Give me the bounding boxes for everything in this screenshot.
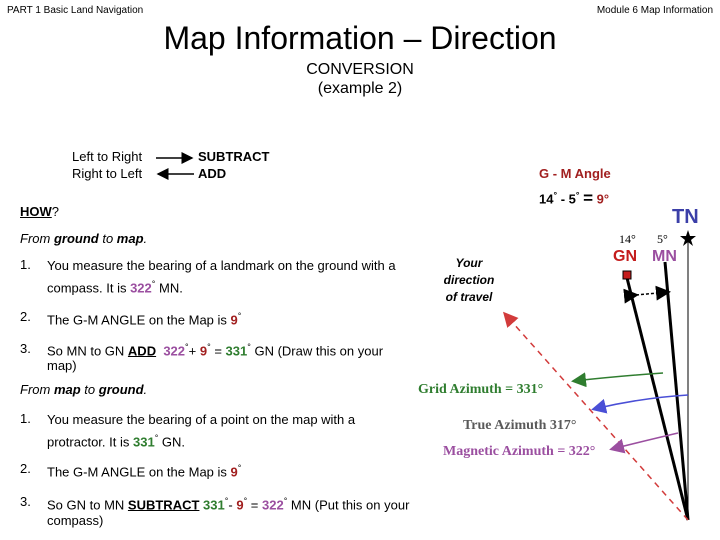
gm-value-a: 14 [539, 191, 554, 207]
angle-14-label: 14° [619, 232, 636, 246]
gm-angle-equation: 14° - 5° = 9° [539, 188, 610, 208]
gm-angle-arrow-icon [636, 292, 668, 295]
how-heading: HOW? [20, 204, 60, 219]
section2-heading: From map to ground. [20, 382, 148, 397]
header-left: PART 1 Basic Land Navigation [7, 5, 144, 16]
rule-subtract: SUBTRACT [198, 149, 270, 164]
s2-item1: You measure the bearing of a point on the map with a protractor. It is 331° GN. [47, 412, 356, 450]
s2-item2: The G-M ANGLE on the Map is 9° [47, 463, 242, 480]
gn-label: GN [613, 248, 637, 265]
s2-item2-num: 2. [20, 461, 31, 476]
s1-item1-num: 1. [20, 257, 31, 272]
header-right: Module 6 Map Information [596, 5, 713, 16]
s2-item3-num: 3. [20, 494, 31, 509]
magnetic-north-line [665, 262, 688, 520]
gm-angle-title: G - M Angle [539, 166, 611, 181]
gm-value-b: - 5 [560, 191, 576, 207]
magnetic-azimuth-label: Magnetic Azimuth = 322° [443, 444, 596, 459]
s2-item1-num: 1. [20, 411, 31, 426]
rule-right-to-left: Right to Left [72, 166, 143, 181]
rule-add: ADD [198, 166, 227, 181]
angle-5-label: 5° [657, 232, 668, 246]
s1-item3: So MN to GN ADD 322°+ 9° = 331° GN (Draw this on your map) [47, 342, 384, 374]
gm-result: 9° [596, 191, 610, 207]
subtitle-line1: CONVERSION [306, 61, 414, 78]
grid-azimuth-label: Grid Azimuth = 331° [418, 382, 544, 397]
grid-north-marker-icon [623, 271, 631, 279]
page-title: Map Information – Direction [163, 20, 557, 56]
mn-label: MN [652, 248, 677, 265]
true-azimuth-arrow-icon [594, 395, 688, 409]
tn-label: TN [672, 206, 699, 228]
s1-item2-num: 2. [20, 309, 31, 324]
subtitle-line2: (example 2) [317, 80, 403, 97]
rule-left-to-right: Left to Right [72, 149, 143, 164]
grid-azimuth-arrow-icon [574, 373, 663, 381]
travel-label: Your direction of travel [443, 256, 495, 304]
s2-item3: So GN to MN SUBTRACT 331°- 9° = 322° MN (Put this on your compass) [47, 496, 410, 529]
section1-heading: From ground to map. [20, 231, 148, 246]
true-azimuth-label: True Azimuth 317° [463, 418, 577, 433]
s1-item1: You measure the bearing of a landmark on the ground with a compass. It is 322° MN. [47, 258, 396, 296]
grid-north-line [627, 278, 688, 520]
s1-item2: The G-M ANGLE on the Map is 9° [47, 311, 242, 328]
s1-item3-num: 3. [20, 341, 31, 356]
